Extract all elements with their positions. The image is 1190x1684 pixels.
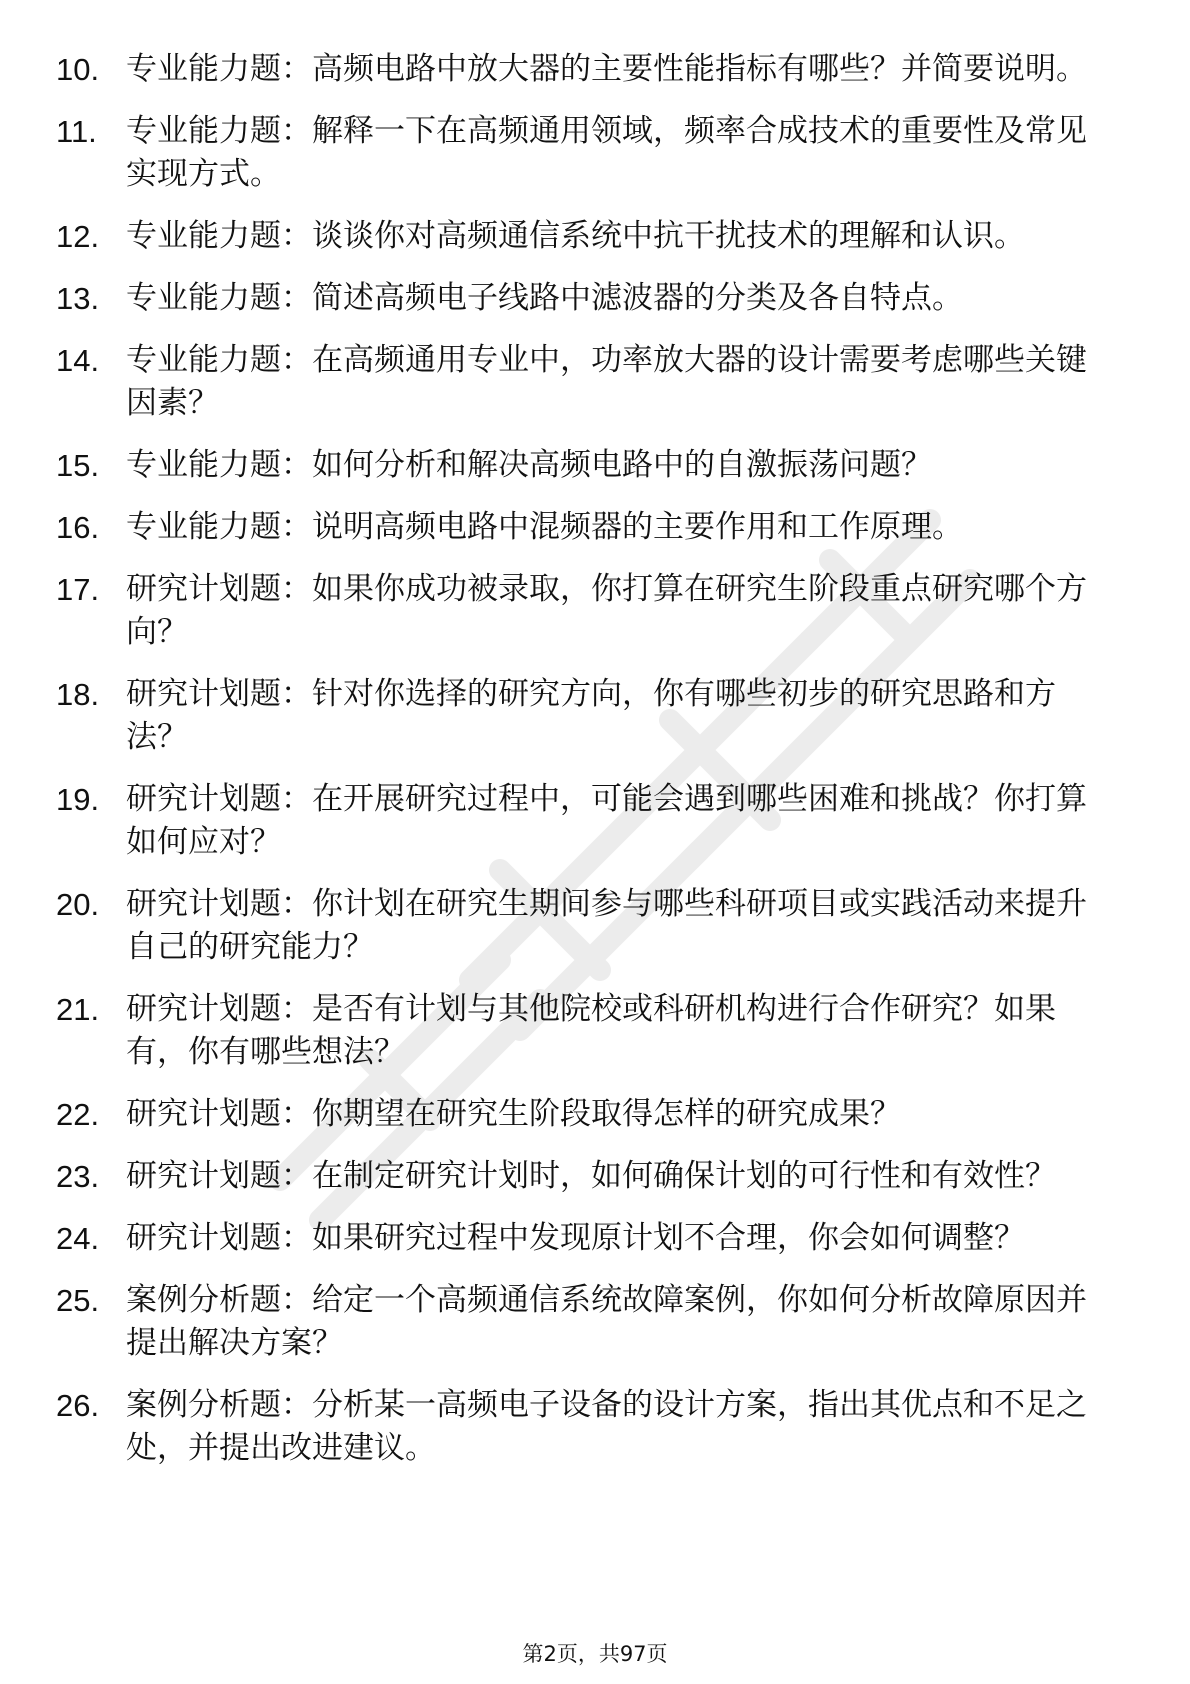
question-text: 研究计划题：在开展研究过程中，可能会遇到哪些困难和挑战？你打算如何应对？ xyxy=(126,781,1087,860)
question-number: 23. xyxy=(56,1159,100,1194)
question-text: 研究计划题：你期望在研究生阶段取得怎样的研究成果？ xyxy=(126,1096,901,1132)
question-text: 研究计划题：如果研究过程中发现原计划不合理，你会如何调整？ xyxy=(126,1220,1025,1256)
question-number: 26. xyxy=(56,1388,100,1423)
question-number: 10. xyxy=(56,52,100,87)
question-number: 14. xyxy=(56,343,100,378)
question-number: 21. xyxy=(56,992,100,1027)
question-number: 25. xyxy=(56,1283,100,1318)
question-item xyxy=(56,988,1116,1074)
question-list xyxy=(56,48,1116,1489)
question-text: 专业能力题：说明高频电路中混频器的主要作用和工作原理。 xyxy=(126,509,963,545)
question-item xyxy=(56,673,1116,759)
question-text: 研究计划题：是否有计划与其他院校或科研机构进行合作研究？如果有，你有哪些想法？ xyxy=(126,991,1056,1070)
question-number: 22. xyxy=(56,1097,100,1132)
question-text: 研究计划题：如果你成功被录取，你打算在研究生阶段重点研究哪个方向？ xyxy=(126,571,1087,650)
question-item xyxy=(56,1384,1116,1470)
question-item xyxy=(56,110,1116,196)
question-text: 案例分析题：分析某一高频电子设备的设计方案，指出其优点和不足之处，并提出改进建议。 xyxy=(126,1387,1087,1466)
question-number: 16. xyxy=(56,510,100,545)
question-text: 研究计划题：针对你选择的研究方向，你有哪些初步的研究思路和方法？ xyxy=(126,676,1056,755)
question-text: 专业能力题：简述高频电子线路中滤波器的分类及各自特点。 xyxy=(126,280,963,316)
question-number: 20. xyxy=(56,887,100,922)
question-item xyxy=(56,568,1116,654)
question-item xyxy=(56,215,1116,258)
question-item xyxy=(56,1279,1116,1365)
question-text: 专业能力题：解释一下在高频通用领域，频率合成技术的重要性及常见实现方式。 xyxy=(126,113,1087,192)
page-footer: 第2页，共97页 xyxy=(522,1642,668,1666)
question-number: 17. xyxy=(56,572,100,607)
question-number: 19. xyxy=(56,782,100,817)
question-item xyxy=(56,506,1116,549)
question-item xyxy=(56,883,1116,969)
question-item xyxy=(56,778,1116,864)
question-number: 11. xyxy=(56,114,97,149)
question-item xyxy=(56,1155,1116,1198)
question-item xyxy=(56,1093,1116,1136)
question-number: 13. xyxy=(56,281,100,316)
question-number: 12. xyxy=(56,219,100,254)
question-text: 专业能力题：谈谈你对高频通信系统中抗干扰技术的理解和认识。 xyxy=(126,218,1025,254)
question-text: 研究计划题：你计划在研究生期间参与哪些科研项目或实践活动来提升自己的研究能力？ xyxy=(126,886,1087,965)
question-text: 专业能力题：高频电路中放大器的主要性能指标有哪些？并简要说明。 xyxy=(126,51,1087,87)
question-text: 专业能力题：在高频通用专业中，功率放大器的设计需要考虑哪些关键因素？ xyxy=(126,342,1087,421)
question-number: 18. xyxy=(56,677,100,712)
question-text: 案例分析题：给定一个高频通信系统故障案例，你如何分析故障原因并提出解决方案？ xyxy=(126,1282,1087,1361)
question-text: 专业能力题：如何分析和解决高频电路中的自激振荡问题？ xyxy=(126,447,932,483)
question-item xyxy=(56,48,1116,91)
question-item xyxy=(56,444,1116,487)
question-number: 24. xyxy=(56,1221,100,1256)
question-text: 研究计划题：在制定研究计划时，如何确保计划的可行性和有效性？ xyxy=(126,1158,1056,1194)
question-item xyxy=(56,1217,1116,1260)
question-item xyxy=(56,339,1116,425)
question-number: 15. xyxy=(56,448,100,483)
question-item xyxy=(56,277,1116,320)
